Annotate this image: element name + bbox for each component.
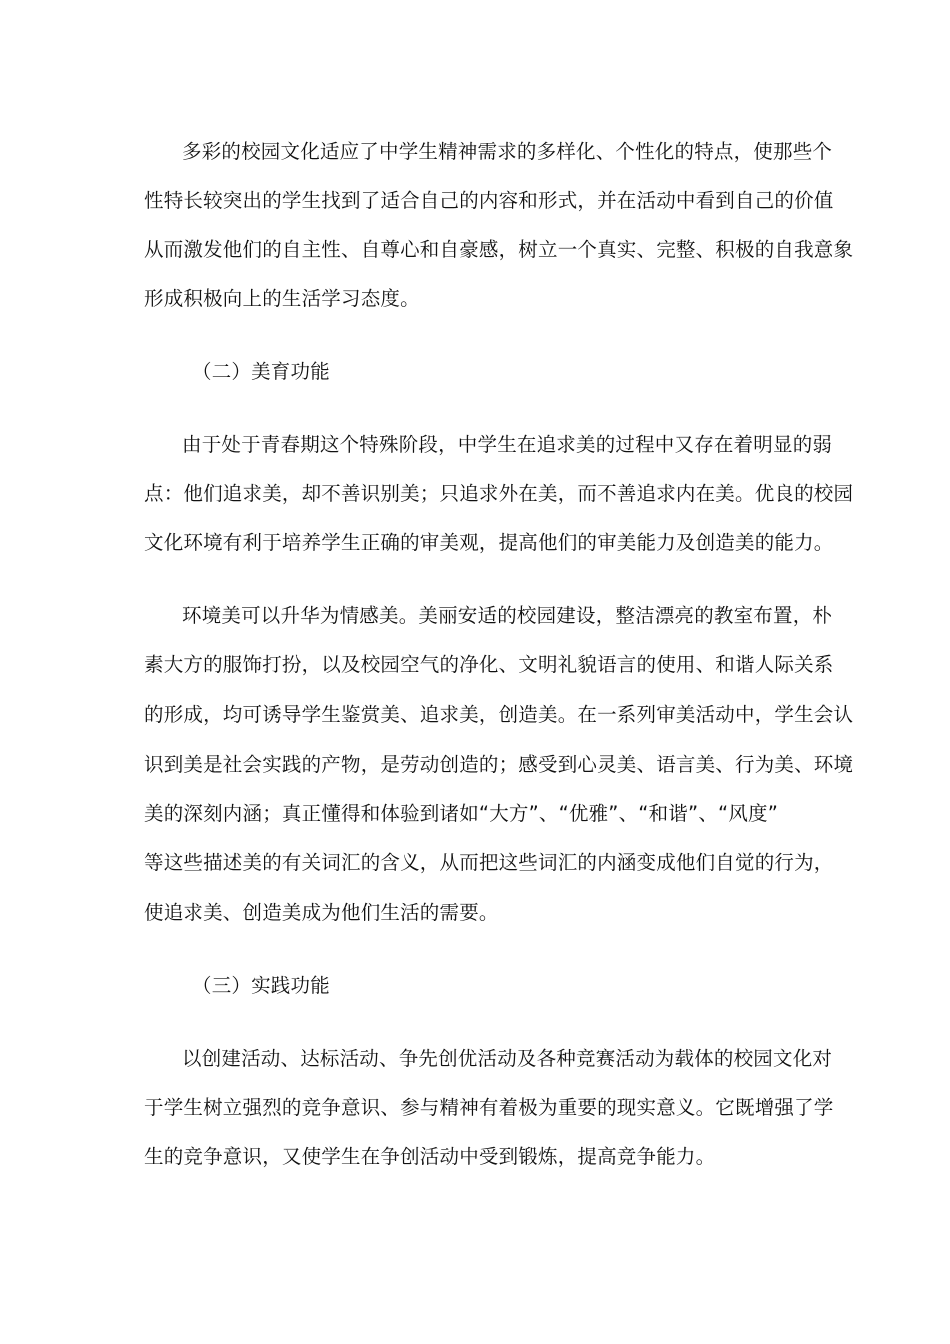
paragraph-line: 素大方的服饰打扮，以及校园空气的净化、文明礼貌语言的使用、和谐人际关系	[144, 653, 834, 676]
paragraph-line: 的形成，均可诱导学生鉴赏美、追求美，创造美。在一系列审美活动中，学生会认	[144, 703, 854, 726]
section-heading: （三）实践功能	[192, 974, 330, 997]
paragraph-line: 环境美可以升华为情感美。美丽安适的校园建设，整洁漂亮的教室布置，朴	[182, 604, 833, 627]
paragraph-line: 由于处于青春期这个特殊阶段，中学生在追求美的过程中又存在着明显的弱	[182, 433, 833, 456]
section-heading: （二）美育功能	[192, 360, 330, 383]
paragraph-line: 点：他们追求美，却不善识别美；只追求外在美，而不善追求内在美。优良的校园	[144, 482, 854, 505]
paragraph-line: 多彩的校园文化适应了中学生精神需求的多样化、个性化的特点，使那些个	[182, 140, 833, 163]
paragraph-line: 等这些描述美的有关词汇的含义，从而把这些词汇的内涵变成他们自觉的行为，	[144, 851, 834, 874]
paragraph-line: 性特长较突出的学生找到了适合自己的内容和形式，并在活动中看到自己的价值	[144, 189, 834, 212]
paragraph-line: 形成积极向上的生活学习态度。	[144, 287, 420, 310]
paragraph-line: 从而激发他们的自主性、自尊心和自豪感，树立一个真实、完整、积极的自我意象	[144, 238, 854, 261]
paragraph-line: 生的竞争意识，又使学生在争创活动中受到锻炼，提高竞争能力。	[144, 1145, 716, 1168]
paragraph-line: 以创建活动、达标活动、争先创优活动及各种竞赛活动为载体的校园文化对	[182, 1047, 833, 1070]
paragraph-line: 识到美是社会实践的产物，是劳动创造的；感受到心灵美、语言美、行为美、环境	[144, 753, 854, 776]
paragraph-line: 使追求美、创造美成为他们生活的需要。	[144, 901, 499, 924]
paragraph-line: 美的深刻内涵；真正懂得和体验到诸如“大方”、“优雅”、“和谐”、“风度”	[144, 802, 779, 825]
paragraph-line: 于学生树立强烈的竞争意识、参与精神有着极为重要的现实意义。它既增强了学	[144, 1096, 834, 1119]
paragraph-line: 文化环境有利于培养学生正确的审美观，提高他们的审美能力及创造美的能力。	[144, 531, 834, 554]
